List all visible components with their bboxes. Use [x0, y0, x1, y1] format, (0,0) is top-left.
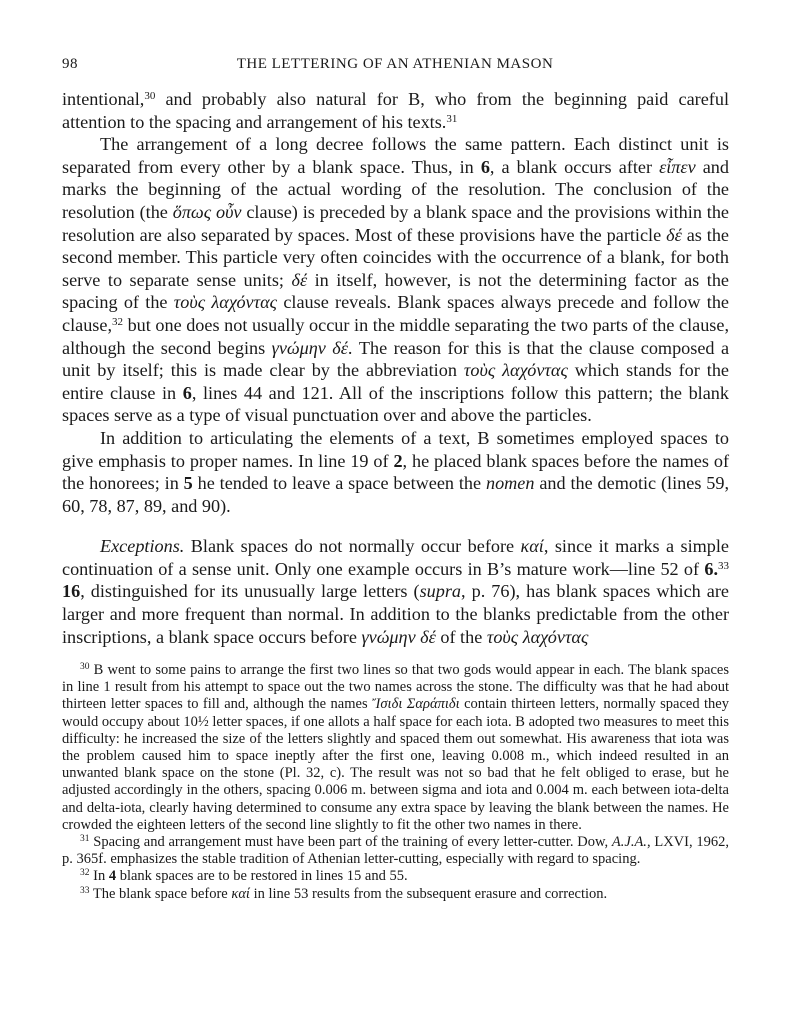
- footnote-ref-31[interactable]: 31: [446, 112, 458, 125]
- paragraph-2: The arrangement of a long decree follows the same pattern. Each distinct unit is separated from every other by a blank space. Thus, in 6, a blank occurs after εἶπεν and marks the beginning of the actual wording of the resolution. The conclusion of the resolution (the ὅπως οὖν clause) is preceded by a blank space and the provisions within the resolution are also separated by spaces. Most of these provisions have the particle δέ as the second member. This particle very often coincides with the occurrence of a blank, for both serve to separate sense units; δέ in itself, however, is not the determining factor as the spacing of the τοὺς λαχόντας clause reveals. Blank spaces always precede and follow the clause,$^{32}$ but one does not usually occur in the middle separating the two parts of the clause, although the second begins γνώμην δέ. The reason for this is that the clause composed a unit by itself; this is made clear by the abbreviation τοὺς λαχόντας which stands for the entire clause in 6, lines 44 and 121. All of the inscriptions follow this pattern; the blank spaces serve as a type of visual punctuation over and above the particles.: [62, 134, 730, 426]
- footnote-32: $^{32}$ In 4 blank spaces are to be restored in lines 15 and 55.: [80, 868, 408, 885]
- main-text: [62, 88, 729, 648]
- running-title: THE LETTERING OF AN ATHENIAN MASON: [236, 56, 554, 72]
- footnote-number: 31: [80, 834, 90, 845]
- inscription-number: 6: [480, 156, 490, 177]
- footnote-ref-33[interactable]: 33: [718, 559, 729, 572]
- greek-term: δέ: [666, 224, 682, 245]
- greek-term: καί: [231, 885, 250, 902]
- journal-abbrev: A.J.A.: [611, 834, 647, 851]
- inscription-number: 5: [183, 473, 193, 494]
- paragraph-1: intentional,$^{30}$ and probably also natural for B, who from the beginning paid careful attention to the spacing and arrangement of his texts.$^{31}$: [62, 89, 729, 132]
- latin-term: supra: [419, 581, 462, 602]
- footnote-31: $^{31}$ Spacing and arrangement must have been part of the training of every letter-cutter. Dow, A.J.A., LXVI, 1962, p. 365f. emphasizes the stable tradition of Athenian letter-cutting, especially with regard to spacing.: [62, 834, 729, 868]
- section-heading: Exceptions.: [100, 536, 185, 557]
- greek-term: γνώμην δέ: [271, 337, 348, 358]
- footnote-number: 30: [80, 662, 90, 672]
- inscription-number: 2: [393, 450, 403, 471]
- paragraph-4: Exceptions. Blank spaces do not normally occur before καί, since it marks a simple continuation of a sense unit. Only one example occurs in B’s mature work—line 52 of 6.33 16, distinguished for its unusually large letters (supra, p. 76), has blank spaces which are larger and more frequent than normal. In addition to the blanks predictable from the other inscriptions, a blank space occurs before γνώμην δέ of the τοὺς λαχόντας: [62, 536, 730, 647]
- greek-term: Ἴσιδι Σαράπιδι: [372, 696, 460, 713]
- footnote-number: 32: [80, 868, 90, 879]
- greek-term: δέ: [291, 269, 308, 290]
- greek-term: καί: [520, 536, 544, 557]
- greek-term: τοὺς λαχόντας: [173, 292, 278, 313]
- inscription-number: 16: [62, 581, 81, 602]
- footnotes: [62, 662, 729, 903]
- footnote-33: $^{33}$ The blank space before καί in line 53 results from the subsequent erasure and correction.: [80, 885, 608, 902]
- paragraph-3: In addition to articulating the elements of a text, B sometimes employed spaces to give emphasis to proper names. In line 19 of 2, he placed blank spaces before the names of the honorees; in 5 he tended to leave a space between the nomen and the demotic (lines 59, 60, 78, 87, 89, and 90).: [62, 427, 730, 516]
- inscription-number: 6: [182, 382, 192, 403]
- greek-term: εἶπεν: [659, 156, 696, 177]
- footnote-number: 33: [80, 885, 90, 896]
- inscription-number: 4: [108, 868, 117, 885]
- greek-term: τοὺς λαχόντας: [463, 360, 568, 381]
- page-number: 98: [62, 56, 78, 72]
- latin-term: nomen: [485, 473, 535, 494]
- greek-term: τοὺς λαχόντας: [486, 626, 589, 647]
- running-header: [62, 56, 728, 76]
- footnote-ref-30[interactable]: 30: [144, 90, 156, 102]
- inscription-number: 6.: [704, 558, 718, 579]
- greek-term: ὅπως οὖν: [172, 201, 242, 222]
- greek-term: γνώμην δέ: [361, 626, 436, 647]
- footnote-ref-32[interactable]: 32: [112, 315, 123, 328]
- footnote-30: $^{30}$ B went to some pains to arrange the first two lines so that two gods would appear in each. The blank spaces in line 1 result from his attempt to space out the two names across the stone. The difficulty was that he had about thirteen letter spaces to fill and, although the names Ἴσιδι Σαράπιδι contain thirteen letters, normally spaced they would occupy about 10½ letter spaces, if one allots a half space for each iota. B adopted two measures to meet this difficulty: he increased the size of the letters slightly and spaced them out somewhat. His awareness that iota was the problem caused him to space ineptly after the first one, leaving 0.008 m., which indeed resulted in an unwanted blank space on the stone (Pl. 32, c). The result was not so bad that he felt obliged to erase, but he adjusted accordingly in the others, spacing 0.006 m. between sigma and iota and 0.004 m. each between iota-delta and delta-iota, clearly having determined to consume any extra space by leaving the blank between the names. He crowded the eighteen letters of the second line slightly to fit the other two names in there.: [62, 662, 729, 833]
